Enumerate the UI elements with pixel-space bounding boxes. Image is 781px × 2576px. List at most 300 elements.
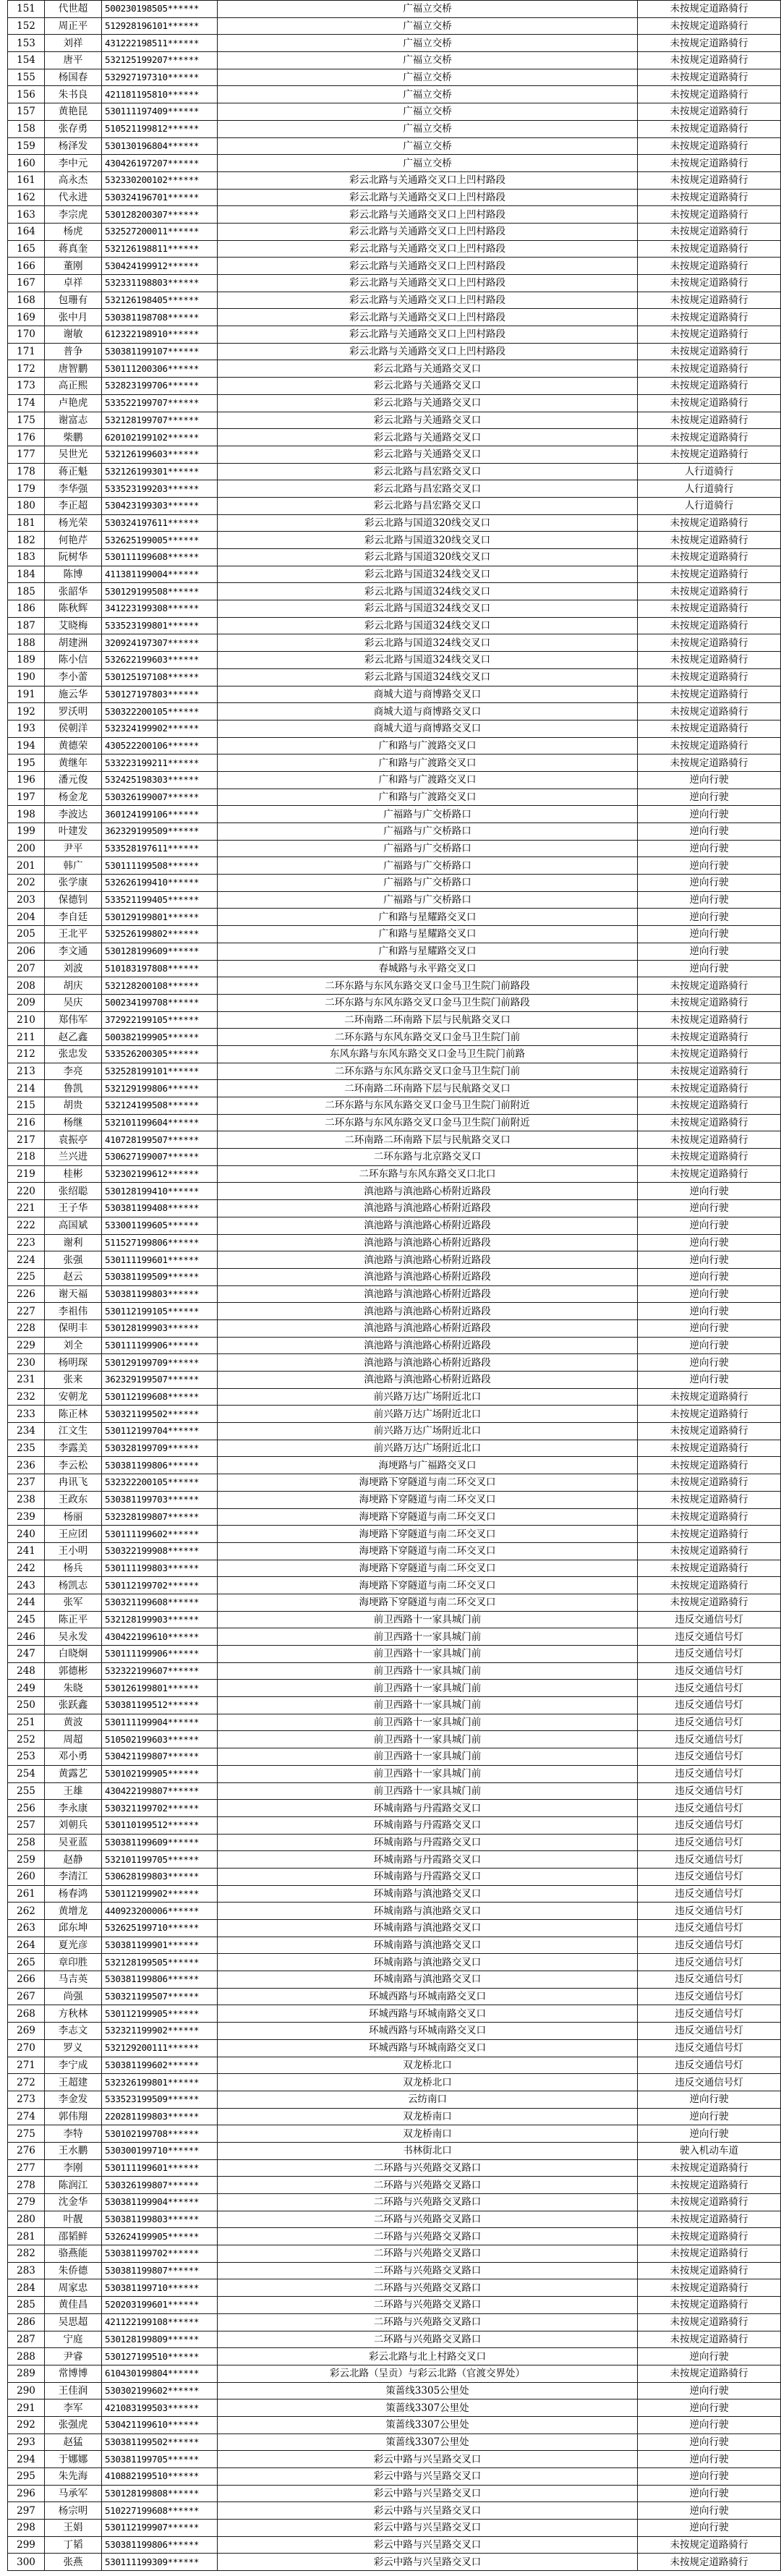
- row-number: 232: [8, 1388, 45, 1406]
- id-number: 360124199106******: [102, 806, 218, 823]
- table-row: [8, 275, 781, 292]
- row-number: 200: [8, 840, 45, 857]
- location: 广福路与广交桥路口: [218, 840, 638, 857]
- row-number: 151: [8, 1, 45, 18]
- person-name: 张强虎: [45, 2416, 102, 2433]
- location: 彩云北路与国道320线交叉口: [218, 532, 638, 549]
- row-number: 251: [8, 1714, 45, 1731]
- violation-type: 未按规定道路骑行: [638, 2297, 781, 2314]
- location: 前卫西路十一家具城门前: [218, 1697, 638, 1714]
- person-name: 马吉英: [45, 1971, 102, 1989]
- row-number: 202: [8, 875, 45, 892]
- person-name: 陈正平: [45, 1611, 102, 1628]
- location: 环城西路与环城南路交叉口: [218, 2005, 638, 2023]
- location: 滇池路与滇池路心桥附近路段: [218, 1303, 638, 1320]
- location: 环城南路与丹霞路交叉口: [218, 1851, 638, 1869]
- violation-type: 逆向行驶: [638, 2382, 781, 2399]
- violation-type: 逆向行驶: [638, 1354, 781, 1372]
- location: 二环路与兴苑路交叉路口: [218, 2211, 638, 2228]
- person-name: 李祖伟: [45, 1303, 102, 1320]
- row-number: 193: [8, 720, 45, 737]
- table-row: [8, 1714, 781, 1731]
- table-row: [8, 909, 781, 926]
- location: 二环南路二环南路下层与民航路交叉口: [218, 1080, 638, 1097]
- table-row: [8, 1268, 781, 1285]
- location: 彩云北路与关通路交叉口上凹村路段: [218, 206, 638, 224]
- table-row: [8, 1920, 781, 1937]
- location: 彩云北路与关通路交叉口: [218, 412, 638, 429]
- table-row: [8, 686, 781, 703]
- violation-type: 逆向行驶: [638, 823, 781, 841]
- row-number: 274: [8, 2108, 45, 2125]
- id-number: 530111197409******: [102, 103, 218, 121]
- table-row: [8, 2074, 781, 2091]
- person-name: 袁振亭: [45, 1131, 102, 1149]
- violation-type: 逆向行驶: [638, 840, 781, 857]
- table-row: [8, 137, 781, 155]
- row-number: 186: [8, 600, 45, 618]
- id-number: 532129200111******: [102, 2039, 218, 2057]
- table-row: [8, 1491, 781, 1508]
- id-number: 511527199806******: [102, 1234, 218, 1251]
- table-row: [8, 1303, 781, 1320]
- violation-type: 人行道骑行: [638, 463, 781, 480]
- location: 滇池路与滇池路心桥附近路段: [218, 1354, 638, 1372]
- violation-type: 未按规定道路骑行: [638, 600, 781, 618]
- row-number: 247: [8, 1646, 45, 1663]
- id-number: 411381199004******: [102, 566, 218, 583]
- violation-type: 未按规定道路骑行: [638, 120, 781, 137]
- row-number: 226: [8, 1285, 45, 1303]
- row-number: 281: [8, 2228, 45, 2245]
- id-number: 530111199906******: [102, 1337, 218, 1354]
- violation-type: 逆向行驶: [638, 2108, 781, 2125]
- location: 彩云北路与关通路交叉口上凹村路段: [218, 275, 638, 292]
- table-row: [8, 2502, 781, 2520]
- row-number: 177: [8, 446, 45, 463]
- person-name: 谢天福: [45, 1285, 102, 1303]
- row-number: 265: [8, 1954, 45, 1971]
- person-name: 杨国春: [45, 69, 102, 86]
- violation-type: 逆向行驶: [638, 1319, 781, 1337]
- row-number: 252: [8, 1731, 45, 1748]
- table-row: [8, 155, 781, 172]
- violation-type: 未按规定道路骑行: [638, 1594, 781, 1611]
- location: 商城大道与商博路交叉口: [218, 686, 638, 703]
- violation-type: 逆向行驶: [638, 2520, 781, 2537]
- location: 二环路与兴苑路交叉路口: [218, 2313, 638, 2331]
- id-number: 530112199905******: [102, 2005, 218, 2023]
- table-row: [8, 2177, 781, 2194]
- id-number: 530421199610******: [102, 2416, 218, 2433]
- location: 彩云北路与关通路交叉口上凹村路段: [218, 343, 638, 360]
- id-number: 372922199105******: [102, 1011, 218, 1029]
- id-number: 530326199807******: [102, 2177, 218, 2194]
- violation-type: 未按规定道路骑行: [638, 2313, 781, 2331]
- violation-type: 未按规定道路骑行: [638, 2159, 781, 2177]
- row-number: 294: [8, 2451, 45, 2468]
- location: 前卫西路十一家具城门前: [218, 1765, 638, 1782]
- person-name: 王佳润: [45, 2382, 102, 2399]
- id-number: 530321199608******: [102, 1594, 218, 1611]
- table-row: [8, 429, 781, 446]
- id-number: 530322200105******: [102, 703, 218, 720]
- table-row: [8, 258, 781, 275]
- violation-type: 未按规定道路骑行: [638, 703, 781, 720]
- violation-type: 未按规定道路骑行: [638, 2365, 781, 2382]
- person-name: 冉讯飞: [45, 1474, 102, 1492]
- table-row: [8, 2331, 781, 2348]
- violation-type: 未按规定道路骑行: [638, 17, 781, 35]
- person-name: 周超: [45, 1731, 102, 1748]
- row-number: 161: [8, 171, 45, 189]
- row-number: 243: [8, 1577, 45, 1594]
- row-number: 195: [8, 754, 45, 772]
- table-row: [8, 875, 781, 892]
- location: 广福立交桥: [218, 1, 638, 18]
- row-number: 180: [8, 497, 45, 514]
- row-number: 190: [8, 668, 45, 686]
- id-number: 532527200011******: [102, 223, 218, 240]
- table-row: [8, 532, 781, 549]
- violation-type: 未按规定道路骑行: [638, 1063, 781, 1080]
- id-number: 532626199410******: [102, 875, 218, 892]
- location: 前卫西路十一家具城门前: [218, 1748, 638, 1766]
- person-name: 骆燕能: [45, 2245, 102, 2263]
- id-number: 530129199801******: [102, 909, 218, 926]
- row-number: 164: [8, 223, 45, 240]
- violation-type: 逆向行驶: [638, 909, 781, 926]
- location: 广福路与广交桥路口: [218, 806, 638, 823]
- location: 环城南路与滇池路交叉口: [218, 1937, 638, 1954]
- location: 环城南路与滇池路交叉口: [218, 1885, 638, 1903]
- person-name: 常博博: [45, 2365, 102, 2382]
- row-number: 224: [8, 1251, 45, 1269]
- location: 广福路与广交桥路口: [218, 857, 638, 875]
- violation-type: 逆向行驶: [638, 960, 781, 977]
- row-number: 215: [8, 1097, 45, 1115]
- violation-type: 未按规定道路骑行: [638, 1406, 781, 1423]
- id-number: 532624199905******: [102, 2228, 218, 2245]
- id-number: 500382199905******: [102, 1029, 218, 1046]
- person-name: 张学康: [45, 875, 102, 892]
- location: 前卫西路十一家具城门前: [218, 1714, 638, 1731]
- violation-type: 未按规定道路骑行: [638, 86, 781, 103]
- violation-type: 人行道骑行: [638, 480, 781, 498]
- location: 二环东路与东风东路交叉口金马卫生院门前附近: [218, 1114, 638, 1131]
- location: 广和路与星耀路交叉口: [218, 943, 638, 960]
- person-name: 卢艳虎: [45, 394, 102, 412]
- row-number: 154: [8, 52, 45, 69]
- violation-type: 逆向行驶: [638, 2433, 781, 2451]
- location: 环城南路与滇池路交叉口: [218, 1971, 638, 1989]
- id-number: 530381199705******: [102, 2451, 218, 2468]
- row-number: 208: [8, 977, 45, 995]
- person-name: 何艳芹: [45, 532, 102, 549]
- row-number: 292: [8, 2416, 45, 2433]
- table-row: [8, 634, 781, 652]
- row-number: 241: [8, 1542, 45, 1560]
- location: 彩云北路与国道324线交叉口: [218, 652, 638, 669]
- person-name: 郭伟翔: [45, 2108, 102, 2125]
- violation-type: 逆向行驶: [638, 2468, 781, 2486]
- row-number: 258: [8, 1834, 45, 1851]
- row-number: 181: [8, 514, 45, 532]
- person-name: 张军: [45, 1594, 102, 1611]
- location: 策蔷线3307公里处: [218, 2433, 638, 2451]
- id-number: 530111199601******: [102, 2159, 218, 2177]
- id-number: 530102199708******: [102, 2125, 218, 2143]
- location: 彩云北路与关通路交叉口: [218, 429, 638, 446]
- table-row: [8, 1080, 781, 1097]
- row-number: 220: [8, 1183, 45, 1200]
- violation-type: 人行道骑行: [638, 497, 781, 514]
- row-number: 277: [8, 2159, 45, 2177]
- violation-type: 逆向行驶: [638, 2451, 781, 2468]
- row-number: 171: [8, 343, 45, 360]
- table-row: [8, 823, 781, 841]
- location: 彩云北路与关通路交叉口: [218, 378, 638, 395]
- person-name: 保德钊: [45, 891, 102, 909]
- person-name: 黄波: [45, 1714, 102, 1731]
- person-name: 方秋林: [45, 2005, 102, 2023]
- location: 彩云北路与关通路交叉口上凹村路段: [218, 292, 638, 309]
- person-name: 柴鹏: [45, 429, 102, 446]
- id-number: 532326199801******: [102, 2074, 218, 2091]
- id-number: 320924197307******: [102, 634, 218, 652]
- location: 彩云北路（呈贡）与彩云北路（官渡交界处）: [218, 2365, 638, 2382]
- person-name: 普争: [45, 343, 102, 360]
- table-row: [8, 788, 781, 806]
- row-number: 197: [8, 788, 45, 806]
- location: 策蔷线3307公里处: [218, 2399, 638, 2417]
- row-number: 178: [8, 463, 45, 480]
- id-number: 410882199510******: [102, 2468, 218, 2486]
- violation-type: 未按规定道路骑行: [638, 206, 781, 224]
- person-name: 吴永发: [45, 1628, 102, 1646]
- id-number: 533001199605******: [102, 1217, 218, 1234]
- person-name: 王政东: [45, 1491, 102, 1508]
- table-row: [8, 1577, 781, 1594]
- id-number: 510502199603******: [102, 1731, 218, 1748]
- person-name: 李金发: [45, 2091, 102, 2108]
- location: 环城西路与环城南路交叉口: [218, 2023, 638, 2040]
- row-number: 158: [8, 120, 45, 137]
- person-name: 黄艳昆: [45, 103, 102, 121]
- id-number: 530111199803******: [102, 1560, 218, 1577]
- location: 双龙桥南口: [218, 2108, 638, 2125]
- location: 彩云北路与国道324线交叉口: [218, 617, 638, 634]
- violation-type: 违反交通信号灯: [638, 1816, 781, 1834]
- violation-type: 未按规定道路骑行: [638, 1577, 781, 1594]
- id-number: 530129199508******: [102, 583, 218, 600]
- location: 广和路与星耀路交叉口: [218, 926, 638, 943]
- location: 滇池路与滇池路心桥附近路段: [218, 1217, 638, 1234]
- table-row: [8, 1474, 781, 1492]
- table-row: [8, 2142, 781, 2159]
- violation-type: 未按规定道路骑行: [638, 378, 781, 395]
- location: 海埂路下穿隧道与南二环交叉口: [218, 1577, 638, 1594]
- violation-type: 未按规定道路骑行: [638, 1423, 781, 1440]
- id-number: 530321199702******: [102, 1800, 218, 1817]
- person-name: 李自廷: [45, 909, 102, 926]
- id-number: 440923200006******: [102, 1903, 218, 1920]
- row-number: 263: [8, 1920, 45, 1937]
- table-row: [8, 2399, 781, 2417]
- id-number: 532129199806******: [102, 1080, 218, 1097]
- person-name: 李清江: [45, 1868, 102, 1885]
- id-number: 532322200105******: [102, 1474, 218, 1492]
- table-row: [8, 206, 781, 224]
- id-number: 533522199707******: [102, 394, 218, 412]
- id-number: 530381199502******: [102, 2433, 218, 2451]
- row-number: 152: [8, 17, 45, 35]
- table-row: [8, 1816, 781, 1834]
- person-name: 侯朝洋: [45, 720, 102, 737]
- person-name: 李正超: [45, 497, 102, 514]
- row-number: 282: [8, 2245, 45, 2263]
- violation-type: 逆向行驶: [638, 2091, 781, 2108]
- row-number: 284: [8, 2279, 45, 2297]
- location: 滇池路与滇池路心桥附近路段: [218, 1268, 638, 1285]
- table-row: [8, 994, 781, 1011]
- person-name: 黄继年: [45, 754, 102, 772]
- person-name: 李波达: [45, 806, 102, 823]
- location: 彩云北路与昌宏路交叉口: [218, 463, 638, 480]
- id-number: 532823199706******: [102, 378, 218, 395]
- location: 二环南路二环南路下层与民航路交叉口: [218, 1131, 638, 1149]
- location: 二环路与兴苑路交叉路口: [218, 2194, 638, 2211]
- location: 广福路与广交桥路口: [218, 875, 638, 892]
- location: 策蔷线3307公里处: [218, 2416, 638, 2433]
- person-name: 杨丽: [45, 1508, 102, 1526]
- person-name: 卓祥: [45, 275, 102, 292]
- table-row: [8, 2451, 781, 2468]
- location: 彩云北路与关通路交叉口: [218, 394, 638, 412]
- location: 环城西路与环城南路交叉口: [218, 2039, 638, 2057]
- violation-type: 未按规定道路骑行: [638, 2228, 781, 2245]
- person-name: 谢敏: [45, 326, 102, 344]
- violation-type: 未按规定道路骑行: [638, 1542, 781, 1560]
- table-row: [8, 1131, 781, 1149]
- location: 彩云北路与北上村路交叉口: [218, 2348, 638, 2365]
- person-name: 谢利: [45, 1234, 102, 1251]
- table-row: [8, 223, 781, 240]
- row-number: 267: [8, 1988, 45, 2005]
- table-row: [8, 1594, 781, 1611]
- row-number: 184: [8, 566, 45, 583]
- violation-type: 未按规定道路骑行: [638, 394, 781, 412]
- row-number: 246: [8, 1628, 45, 1646]
- person-name: 兰兴进: [45, 1149, 102, 1166]
- location: 海埂路下穿隧道与南二环交叉口: [218, 1542, 638, 1560]
- person-name: 叶建发: [45, 823, 102, 841]
- table-row: [8, 52, 781, 69]
- person-name: 吴世光: [45, 446, 102, 463]
- table-row: [8, 1011, 781, 1029]
- person-name: 王小明: [45, 1542, 102, 1560]
- violation-type: 驶入机动车道: [638, 2142, 781, 2159]
- violation-type: 未按规定道路骑行: [638, 1474, 781, 1492]
- violation-type: 违反交通信号灯: [638, 1834, 781, 1851]
- person-name: 吴庆: [45, 994, 102, 1011]
- table-row: [8, 2279, 781, 2297]
- row-number: 185: [8, 583, 45, 600]
- person-name: 包珊有: [45, 292, 102, 309]
- person-name: 杨虎: [45, 223, 102, 240]
- record-sheet: [7, 0, 774, 2576]
- row-number: 249: [8, 1680, 45, 1697]
- violation-type: 未按规定道路骑行: [638, 1388, 781, 1406]
- table-row: [8, 1045, 781, 1063]
- row-number: 236: [8, 1457, 45, 1474]
- id-number: 532625199005******: [102, 532, 218, 549]
- location: 彩云北路与关通路交叉口: [218, 446, 638, 463]
- table-row: [8, 977, 781, 995]
- table-row: [8, 1200, 781, 1217]
- table-row: [8, 2297, 781, 2314]
- table-row: [8, 69, 781, 86]
- violation-table: [7, 0, 781, 2571]
- location: 滇池路与滇池路心桥附近路段: [218, 1285, 638, 1303]
- id-number: 520203199601******: [102, 2297, 218, 2314]
- table-row: [8, 514, 781, 532]
- row-number: 228: [8, 1319, 45, 1337]
- table-row: [8, 1765, 781, 1782]
- row-number: 237: [8, 1474, 45, 1492]
- location: 海埂路下穿隧道与南二环交叉口: [218, 1474, 638, 1492]
- location: 彩云北路与国道324线交叉口: [218, 566, 638, 583]
- table-row: [8, 857, 781, 875]
- location: 二环路与兴苑路交叉路口: [218, 2279, 638, 2297]
- row-number: 248: [8, 1662, 45, 1680]
- violation-type: 未按规定道路骑行: [638, 292, 781, 309]
- table-row: [8, 1372, 781, 1389]
- location: 东风东路与东风东路交叉口金马卫生院门前路: [218, 1045, 638, 1063]
- location: 二环东路与东风东路交叉口金马卫生院门前路段: [218, 977, 638, 995]
- row-number: 179: [8, 480, 45, 498]
- row-number: 169: [8, 309, 45, 326]
- table-row: [8, 292, 781, 309]
- violation-type: 逆向行驶: [638, 1251, 781, 1269]
- row-number: 182: [8, 532, 45, 549]
- row-number: 166: [8, 258, 45, 275]
- violation-type: 未按规定道路骑行: [638, 258, 781, 275]
- table-row: [8, 1508, 781, 1526]
- id-number: 530102199905******: [102, 1765, 218, 1782]
- violation-type: 未按规定道路骑行: [638, 1440, 781, 1457]
- violation-type: 逆向行驶: [638, 1372, 781, 1389]
- id-number: 532330200102******: [102, 171, 218, 189]
- id-number: 530423199303******: [102, 497, 218, 514]
- person-name: 章印胜: [45, 1954, 102, 1971]
- row-number: 286: [8, 2313, 45, 2331]
- id-number: 532101199705******: [102, 1851, 218, 1869]
- id-number: 532128199903******: [102, 1611, 218, 1628]
- row-number: 264: [8, 1937, 45, 1954]
- violation-type: 违反交通信号灯: [638, 1903, 781, 1920]
- row-number: 187: [8, 617, 45, 634]
- table-row: [8, 2520, 781, 2537]
- row-number: 250: [8, 1697, 45, 1714]
- person-name: 尹睿: [45, 2348, 102, 2365]
- table-row: [8, 1697, 781, 1714]
- person-name: 李露美: [45, 1440, 102, 1457]
- location: 彩云北路与昌宏路交叉口: [218, 480, 638, 498]
- person-name: 邓小勇: [45, 1748, 102, 1766]
- table-row: [8, 2365, 781, 2382]
- table-row: [8, 720, 781, 737]
